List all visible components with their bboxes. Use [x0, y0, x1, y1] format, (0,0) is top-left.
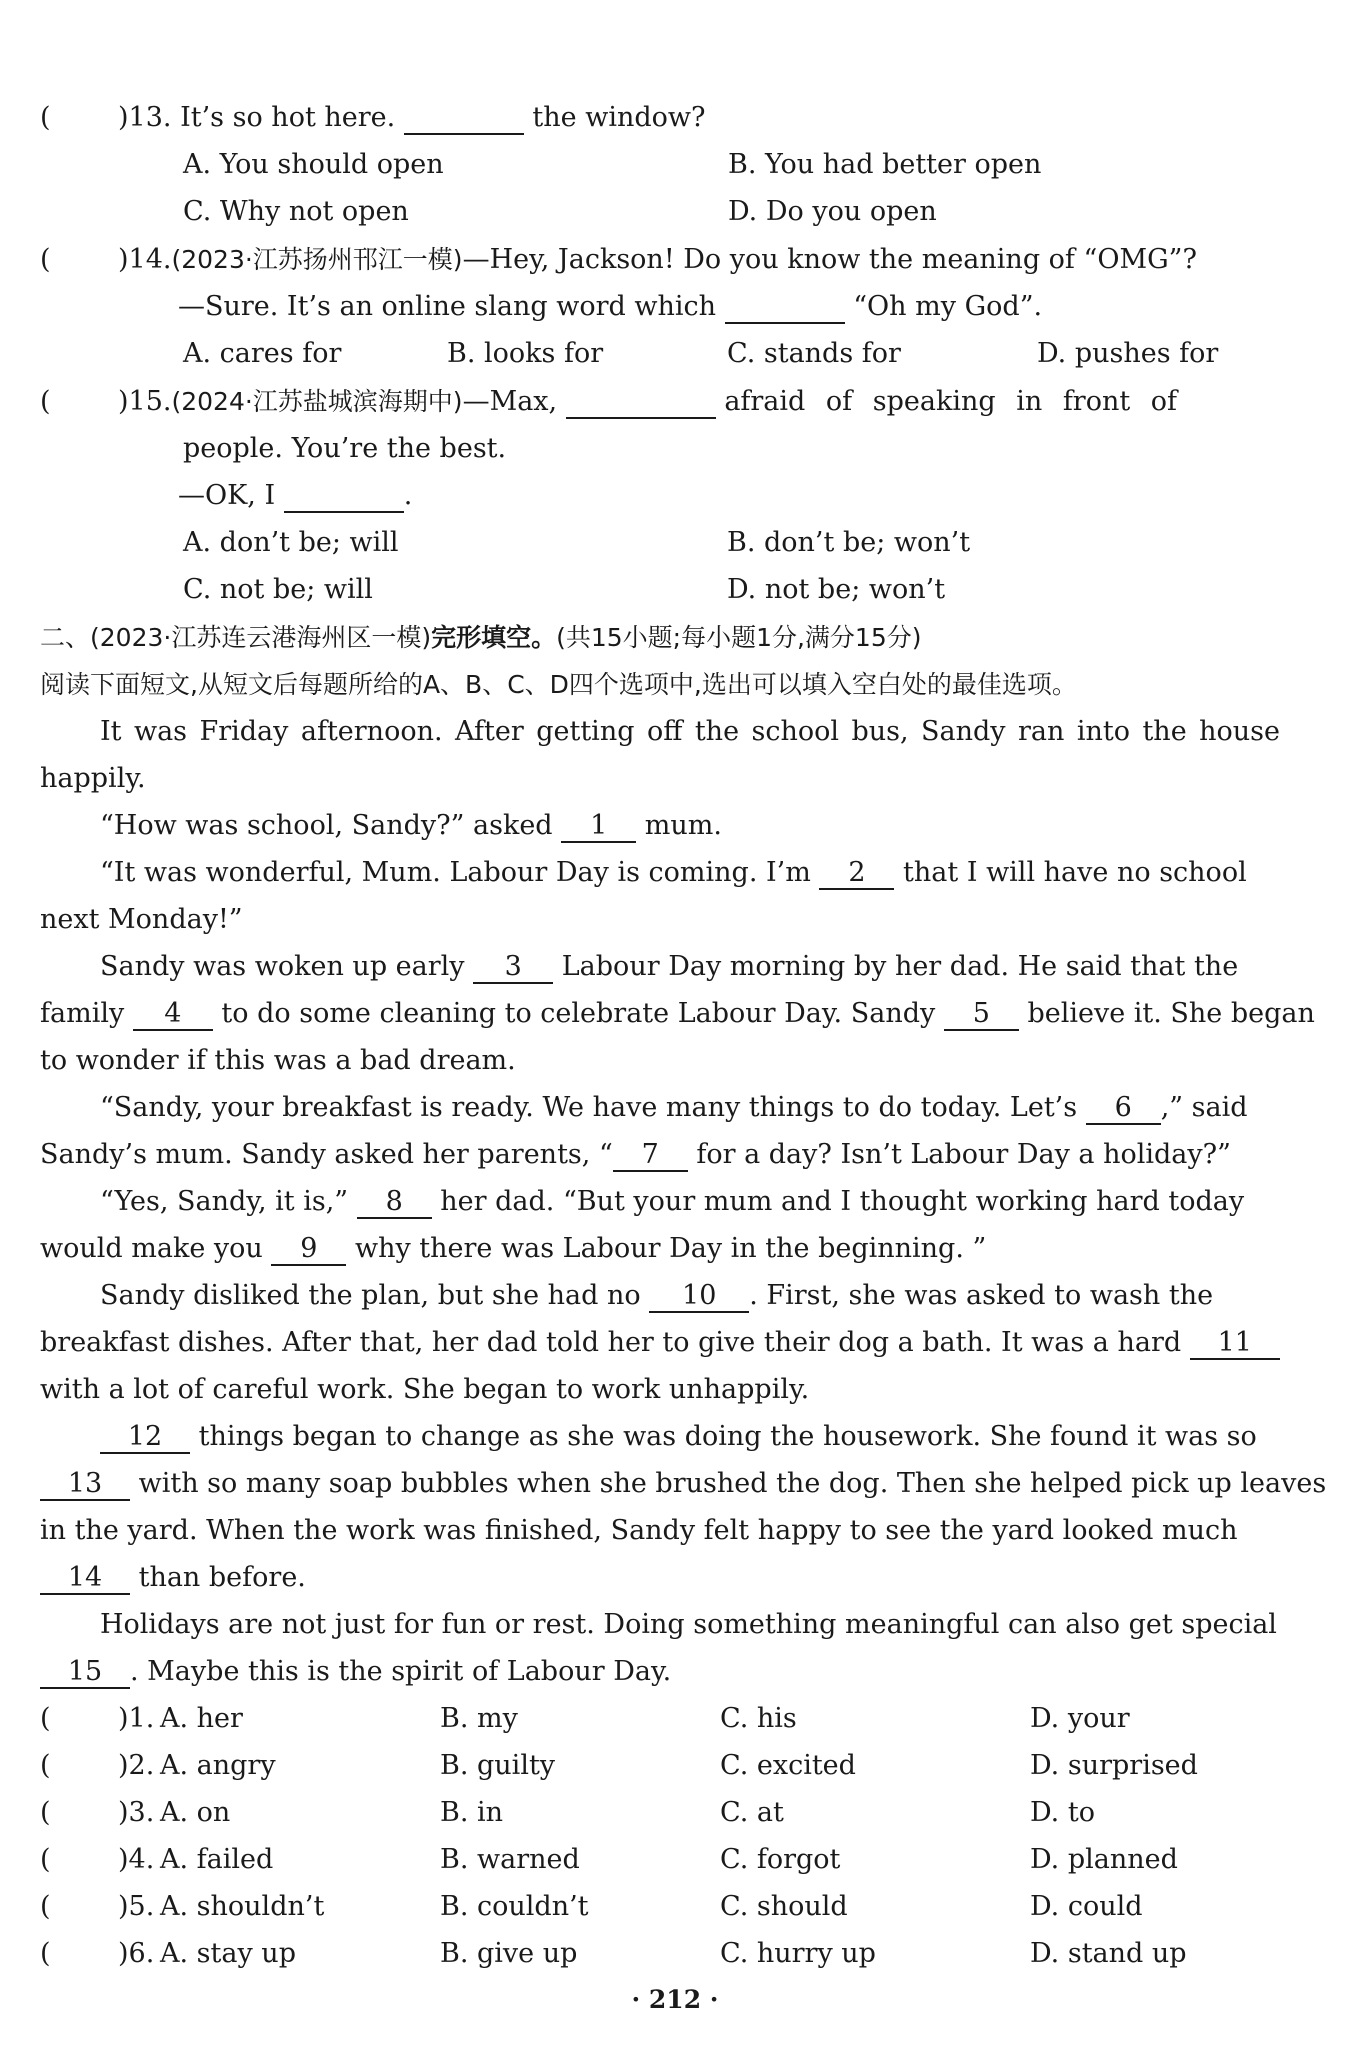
cloze-blank: 11	[1190, 1328, 1280, 1360]
option-a: A. shouldn’t	[160, 1891, 325, 1922]
section-scoring: (共15小题;每小题1分,满分15分)	[556, 623, 922, 652]
q-stem: the window?	[532, 102, 706, 133]
cloze-blank: 5	[944, 999, 1019, 1031]
q-stem: afraid of speaking in front of	[724, 386, 1178, 417]
passage-line: next Monday!”	[40, 904, 243, 935]
option-c: C. should	[720, 1891, 848, 1922]
option-d: D. not be; won’t	[727, 574, 946, 605]
passage-text: Sandy’s mum. Sandy asked her parents, “	[40, 1139, 613, 1170]
passage-line	[40, 1558, 1280, 1598]
answer-paren: (	[40, 1703, 51, 1734]
option-d: D. to	[1030, 1797, 1095, 1828]
answer-paren: (	[40, 1844, 51, 1875]
cloze-blank: 6	[1086, 1093, 1161, 1125]
passage-line	[40, 1464, 1327, 1504]
passage-text: than before.	[138, 1562, 306, 1593]
q-num: )14.	[118, 244, 172, 275]
cloze-blank: 9	[271, 1234, 346, 1266]
option-a: A. cares for	[183, 338, 342, 369]
passage-line	[40, 1323, 1280, 1363]
option-b: B. don’t be; won’t	[727, 527, 971, 558]
option-d: D. pushes for	[1037, 338, 1219, 369]
passage-line	[100, 853, 1280, 893]
q-stem: people. You’re the best.	[183, 433, 507, 464]
passage-line: to wonder if this was a bad dream.	[40, 1045, 516, 1076]
option-d: D. could	[1030, 1891, 1143, 1922]
option-c: C. excited	[720, 1750, 856, 1781]
q-source: (2024·江苏盐城滨海期中)	[171, 387, 463, 416]
q-source: (2023·江苏扬州邗江一模)	[171, 245, 463, 274]
passage-line	[100, 1182, 1340, 1222]
cloze-blank: 4	[133, 999, 213, 1031]
q-stem: —OK, I	[178, 480, 276, 511]
passage-line	[100, 1276, 1280, 1316]
passage-line	[40, 1135, 1280, 1175]
q-num: )5.	[118, 1891, 155, 1922]
cloze-blank: 8	[357, 1187, 432, 1219]
cloze-blank: 14	[40, 1563, 130, 1595]
option-d: D. stand up	[1030, 1938, 1187, 1969]
question-number	[118, 240, 1197, 280]
cloze-blank: 1	[561, 811, 636, 843]
answer-paren: (	[40, 102, 51, 133]
page-number: · 212 ·	[631, 1985, 719, 2014]
passage-line: happily.	[40, 763, 146, 794]
passage-text: that I will have no school	[903, 857, 1247, 888]
passage-text: why there was Labour Day in the beginning. ”	[354, 1233, 987, 1264]
passage-text: Sandy disliked the plan, but she had no	[100, 1280, 641, 1311]
passage-text: would make you	[40, 1233, 263, 1264]
option-b: B. warned	[440, 1844, 580, 1875]
option-c: C. stands for	[727, 338, 901, 369]
cloze-blank: 15	[40, 1657, 130, 1689]
question-number	[118, 382, 1177, 422]
q-num: )2.	[118, 1750, 155, 1781]
cloze-blank: 2	[819, 858, 894, 890]
passage-text: . First, she was asked to wash the	[749, 1280, 1214, 1311]
passage-line: with a lot of careful work. She began to work unhappily.	[40, 1374, 810, 1405]
option-a: A. angry	[160, 1750, 276, 1781]
answer-paren: (	[40, 244, 51, 275]
option-a: A. You should open	[183, 149, 444, 180]
option-b: B. my	[440, 1703, 518, 1734]
passage-text: to do some cleaning to celebrate Labour Day. Sandy	[221, 998, 936, 1029]
option-c: C. his	[720, 1703, 797, 1734]
option-a: A. stay up	[160, 1938, 296, 1969]
answer-blank	[284, 481, 404, 513]
section-instruction: 阅读下面短文,从短文后每题所给的A、B、C、D四个选项中,选出可以填入空白处的最佳选项。	[40, 670, 1077, 699]
passage-text: . Maybe this is the spirit of Labour Day.	[130, 1656, 672, 1687]
passage-line: Holidays are not just for fun or rest. Doing something meaningful can also get special	[100, 1609, 1277, 1640]
passage-text: “Yes, Sandy, it is,”	[100, 1186, 349, 1217]
q-stem: It’s so hot here.	[180, 102, 396, 133]
passage-text: believe it. She began	[1027, 998, 1315, 1029]
option-d: D. Do you open	[728, 196, 937, 227]
passage-line	[40, 994, 1315, 1034]
cloze-blank: 12	[100, 1422, 190, 1454]
option-b: B. in	[440, 1797, 504, 1828]
q-num: )15.	[118, 386, 172, 417]
section-source: 二、(2023·江苏连云港海州区一模)	[40, 623, 432, 652]
q-stem: .	[403, 480, 413, 511]
q-stem: —Hey, Jackson! Do you know the meaning of “OMG”?	[462, 244, 1197, 275]
option-b: B. You had better open	[728, 149, 1042, 180]
q-stem: “Oh my God”.	[853, 291, 1043, 322]
option-b: B. give up	[440, 1938, 578, 1969]
passage-text: “Sandy, your breakfast is ready. We have many things to do today. Let’s	[100, 1092, 1078, 1123]
q-num: )3.	[118, 1797, 155, 1828]
passage-line	[40, 1652, 1280, 1692]
cloze-blank: 13	[40, 1469, 130, 1501]
option-b: B. looks for	[447, 338, 604, 369]
passage-text: “How was school, Sandy?” asked	[100, 810, 553, 841]
passage-text: Labour Day morning by her dad. He said that the	[561, 951, 1239, 982]
answer-paren: (	[40, 386, 51, 417]
q-num: )4.	[118, 1844, 155, 1875]
passage-line	[100, 947, 1280, 987]
passage-text: “It was wonderful, Mum. Labour Day is coming. I’m	[100, 857, 811, 888]
option-d: D. your	[1030, 1703, 1130, 1734]
q-num: )13.	[118, 102, 172, 133]
passage-text: mum.	[644, 810, 722, 841]
option-a: A. failed	[160, 1844, 274, 1875]
passage-text: her dad. “But your mum and I thought working hard today	[440, 1186, 1245, 1217]
cloze-blank: 3	[473, 952, 553, 984]
passage-line	[40, 1229, 1280, 1269]
passage-text: family	[40, 998, 125, 1029]
option-a: A. don’t be; will	[183, 527, 399, 558]
passage-text: with so many soap bubbles when she brushed the dog. Then she helped pick up leaves	[138, 1468, 1327, 1499]
q-stem-line	[178, 476, 412, 516]
option-c: C. hurry up	[720, 1938, 876, 1969]
option-a: A. her	[160, 1703, 243, 1734]
option-d: D. planned	[1030, 1844, 1178, 1875]
q-num: )1.	[118, 1703, 155, 1734]
q-num: )6.	[118, 1938, 155, 1969]
option-c: C. forgot	[720, 1844, 841, 1875]
answer-blank	[566, 387, 716, 419]
passage-line	[100, 1088, 1340, 1128]
passage-text: ,” said	[1160, 1092, 1248, 1123]
option-b: B. couldn’t	[440, 1891, 589, 1922]
passage-text: breakfast dishes. After that, her dad told her to give their dog a bath. It was a hard	[40, 1327, 1182, 1358]
answer-paren: (	[40, 1750, 51, 1781]
question-number	[118, 98, 705, 138]
option-d: D. surprised	[1030, 1750, 1198, 1781]
option-c: C. not be; will	[183, 574, 373, 605]
answer-paren: (	[40, 1891, 51, 1922]
passage-text: for a day? Isn’t Labour Day a holiday?”	[696, 1139, 1231, 1170]
option-c: C. at	[720, 1797, 784, 1828]
passage-line	[100, 1417, 1340, 1457]
passage-line: in the yard. When the work was finished, Sandy felt happy to see the yard looked much	[40, 1515, 1238, 1546]
q-stem: —Max,	[462, 386, 558, 417]
passage-line	[100, 806, 1340, 846]
q-stem: —Sure. It’s an online slang word which	[178, 291, 717, 322]
option-a: A. on	[160, 1797, 231, 1828]
answer-blank	[404, 103, 524, 135]
passage-text: things began to change as she was doing the housework. She found it was so	[198, 1421, 1257, 1452]
section-title: 完形填空。	[431, 623, 557, 652]
passage-line: It was Friday afternoon. After getting off the school bus, Sandy ran into the house	[100, 716, 1280, 747]
cloze-blank: 7	[613, 1140, 688, 1172]
section-heading	[40, 618, 1280, 658]
cloze-blank: 10	[649, 1281, 749, 1313]
passage-text: Sandy was woken up early	[100, 951, 465, 982]
q-stem-line	[178, 287, 1042, 327]
option-c: C. Why not open	[183, 196, 409, 227]
answer-paren: (	[40, 1797, 51, 1828]
option-b: B. guilty	[440, 1750, 556, 1781]
answer-blank	[725, 292, 845, 324]
answer-paren: (	[40, 1938, 51, 1969]
